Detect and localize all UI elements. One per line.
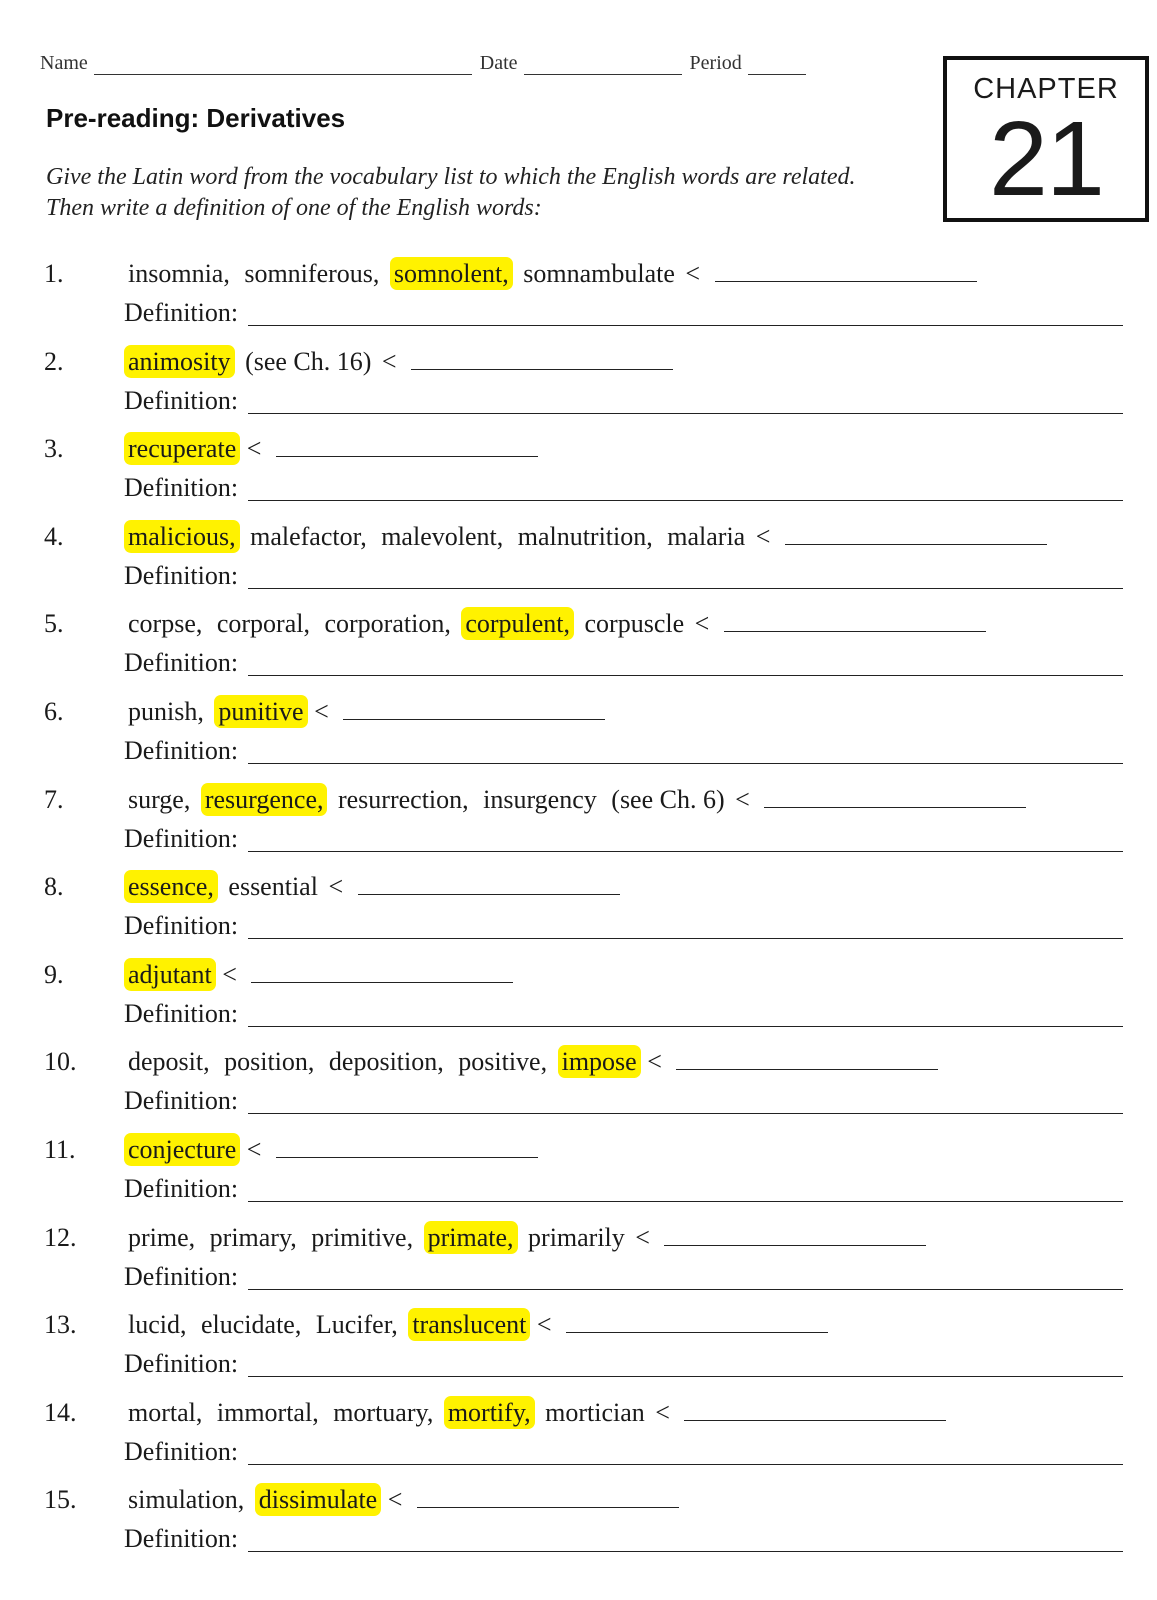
definition-row (124, 732, 1123, 770)
name-label: Name (40, 52, 88, 74)
highlighted-word: dissimulate (255, 1483, 381, 1516)
definition-field[interactable] (248, 1350, 1123, 1377)
word: immortal, (216, 1397, 319, 1427)
period-field[interactable] (748, 56, 806, 75)
date-label: Date (479, 52, 518, 74)
definition-row (124, 1170, 1123, 1208)
latin-answer-field[interactable] (276, 1131, 538, 1158)
definition-row (124, 469, 1123, 507)
word: mortal, (128, 1397, 203, 1427)
word: primitive, (311, 1222, 414, 1252)
latin-answer-field[interactable] (724, 605, 986, 632)
english-words: deposit, position, deposition, positive, impose < (124, 1042, 938, 1082)
definition-label: Definition: (124, 385, 239, 415)
word: elucidate, (201, 1310, 302, 1340)
item-number: 15. (44, 1485, 77, 1515)
definition-label: Definition: (124, 1349, 239, 1379)
definition-field[interactable] (248, 1087, 1123, 1114)
latin-answer-field[interactable] (251, 956, 513, 983)
exercise-list (0, 254, 1157, 1568)
highlighted-word: resurgence, (201, 783, 328, 816)
definition-row (124, 1082, 1123, 1120)
definition-label: Definition: (124, 735, 239, 765)
definition-label: Definition: (124, 473, 239, 503)
latin-answer-field[interactable] (343, 693, 605, 720)
chapter-box (943, 56, 1149, 222)
definition-label: Definition: (124, 298, 239, 327)
latin-answer-field[interactable] (417, 1481, 679, 1508)
item-number: 6. (44, 696, 64, 726)
definition-field[interactable] (248, 1000, 1123, 1027)
latin-answer-field[interactable] (676, 1043, 938, 1070)
item-number: 3. (44, 434, 64, 464)
english-words: animosity (see Ch. 16) < (124, 342, 673, 382)
item-number: 1. (44, 259, 64, 288)
definition-label: Definition: (124, 1524, 239, 1554)
word: simulation, (128, 1485, 245, 1515)
definition-row (124, 1345, 1123, 1383)
definition-field[interactable] (248, 1525, 1123, 1552)
word: corpse, (128, 609, 203, 639)
latin-answer-field[interactable] (715, 255, 977, 282)
highlighted-word: punitive (214, 695, 307, 728)
highlighted-word: somnolent, (390, 257, 513, 290)
item-number: 8. (44, 872, 64, 902)
english-words: mortal, immortal, mortuary, mortify, mortician < (124, 1393, 946, 1433)
english-words: insomnia, somniferous, somnolent, somnambulate < (124, 254, 977, 294)
exercise-item (0, 867, 1157, 955)
definition-field[interactable] (248, 299, 1123, 326)
page-title: Pre-reading: Derivatives (46, 103, 346, 133)
item-number: 12. (44, 1222, 77, 1252)
english-words: essence, essential < (124, 867, 620, 907)
definition-row (124, 1433, 1123, 1471)
chapter-number: 21 (989, 100, 1103, 218)
highlighted-word: malicious, (124, 520, 240, 553)
highlighted-word: primate, (424, 1221, 518, 1254)
english-words: adjutant < (124, 955, 513, 995)
item-number: 10. (44, 1047, 77, 1077)
chapter-label: CHAPTER (973, 73, 1119, 105)
english-words: prime, primary, primitive, primate, primarily < (124, 1218, 926, 1258)
word: resurrection, (337, 784, 469, 814)
item-number: 7. (44, 784, 64, 814)
exercise-item (0, 1480, 1157, 1568)
word: primary, (209, 1222, 297, 1252)
definition-label: Definition: (124, 1173, 239, 1203)
english-words: surge, resurgence, resurrection, insurgency (see Ch. 6) < (124, 780, 1026, 820)
latin-answer-field[interactable] (785, 518, 1047, 545)
exercise-item (0, 342, 1157, 430)
word: essential (228, 872, 318, 902)
word: primarily (528, 1222, 625, 1252)
definition-label: Definition: (124, 1436, 239, 1466)
exercise-item (0, 1042, 1157, 1130)
definition-row (124, 1520, 1123, 1558)
definition-label: Definition: (124, 560, 239, 590)
definition-field[interactable] (248, 649, 1123, 676)
definition-label: Definition: (124, 648, 239, 678)
exercise-item (0, 1218, 1157, 1306)
word: Lucifer, (315, 1310, 398, 1340)
item-number: 9. (44, 959, 64, 989)
item-number: 4. (44, 521, 64, 551)
word: insomnia, (128, 259, 230, 288)
highlighted-word: impose (558, 1045, 641, 1078)
word: malevolent, (381, 521, 504, 551)
exercise-item (0, 955, 1157, 1043)
english-words: malicious, malefactor, malevolent, malnutrition, malaria < (124, 517, 1047, 557)
instructions: Give the Latin word from the vocabulary list to which the English words are related. Then write a definition of one of the English words: (46, 164, 856, 221)
definition-label: Definition: (124, 998, 239, 1028)
word: prime, (128, 1222, 196, 1252)
definition-row (124, 907, 1123, 945)
word: (see Ch. 6) (611, 784, 725, 814)
latin-answer-field[interactable] (358, 868, 620, 895)
english-words: corpse, corporal, corporation, corpulent, corpuscle < (124, 604, 986, 644)
word: corporal, (216, 609, 310, 639)
definition-field[interactable] (248, 1263, 1123, 1290)
word: somnambulate (523, 259, 675, 288)
latin-answer-field[interactable] (664, 1219, 926, 1246)
name-field[interactable] (94, 56, 472, 75)
student-info-header (40, 52, 814, 75)
word: insurgency (483, 784, 597, 814)
word: deposition, (328, 1047, 444, 1077)
word: mortician (545, 1397, 645, 1427)
exercise-item (0, 517, 1157, 605)
highlighted-word: animosity (124, 345, 235, 378)
item-number: 5. (44, 609, 64, 639)
date-field[interactable] (524, 56, 682, 75)
definition-label: Definition: (124, 911, 239, 941)
exercise-item (0, 429, 1157, 517)
word: surge, (128, 784, 191, 814)
highlighted-word: recuperate (124, 432, 240, 465)
definition-field[interactable] (248, 737, 1123, 764)
english-words: simulation, dissimulate < (124, 1480, 679, 1520)
definition-field[interactable] (248, 912, 1123, 939)
word: (see Ch. 16) (245, 346, 372, 376)
item-number: 13. (44, 1310, 77, 1340)
word: somniferous, (244, 259, 380, 288)
english-words: punish, punitive < (124, 692, 605, 732)
highlighted-word: conjecture (124, 1133, 240, 1166)
latin-answer-field[interactable] (684, 1394, 946, 1421)
item-number: 14. (44, 1397, 77, 1427)
definition-field[interactable] (248, 1438, 1123, 1465)
highlighted-word: corpulent, (461, 607, 574, 640)
exercise-item (0, 1130, 1157, 1218)
highlighted-word: essence, (124, 870, 218, 903)
word: lucid, (128, 1310, 187, 1340)
word: positive, (458, 1047, 548, 1077)
definition-row (124, 644, 1123, 682)
exercise-item (0, 1393, 1157, 1481)
latin-answer-field[interactable] (411, 343, 673, 370)
exercise-item (0, 1305, 1157, 1393)
word: malaria (667, 521, 746, 551)
english-words: lucid, elucidate, Lucifer, translucent < (124, 1305, 828, 1345)
definition-row (124, 382, 1123, 420)
word: corpuscle (584, 609, 685, 639)
definition-row (124, 557, 1123, 595)
highlighted-word: translucent (408, 1308, 530, 1341)
word: punish, (128, 696, 204, 726)
exercise-item (0, 692, 1157, 780)
definition-label: Definition: (124, 1086, 239, 1116)
definition-row (124, 820, 1123, 858)
definition-label: Definition: (124, 823, 239, 853)
item-number: 11. (44, 1134, 76, 1164)
period-label: Period (689, 52, 742, 74)
definition-label: Definition: (124, 1261, 239, 1291)
latin-answer-field[interactable] (566, 1306, 828, 1333)
definition-row (124, 995, 1123, 1033)
definition-field[interactable] (248, 387, 1123, 414)
word: corporation, (324, 609, 451, 639)
exercise-item (0, 780, 1157, 868)
exercise-item (0, 604, 1157, 692)
definition-field[interactable] (248, 474, 1123, 501)
word: deposit, (128, 1047, 210, 1077)
definition-field[interactable] (248, 825, 1123, 852)
item-number: 2. (44, 346, 64, 376)
definition-field[interactable] (248, 562, 1123, 589)
exercise-item (0, 254, 1157, 342)
definition-row (124, 294, 1123, 332)
word: malefactor, (250, 521, 367, 551)
highlighted-word: adjutant (124, 958, 216, 991)
english-words: recuperate < (124, 429, 538, 469)
english-words: conjecture < (124, 1130, 538, 1170)
latin-answer-field[interactable] (764, 781, 1026, 808)
word: mortuary, (333, 1397, 434, 1427)
definition-field[interactable] (248, 1175, 1123, 1202)
highlighted-word: mortify, (444, 1396, 535, 1429)
word: position, (224, 1047, 315, 1077)
word: malnutrition, (517, 521, 653, 551)
latin-answer-field[interactable] (276, 430, 538, 457)
definition-row (124, 1258, 1123, 1296)
